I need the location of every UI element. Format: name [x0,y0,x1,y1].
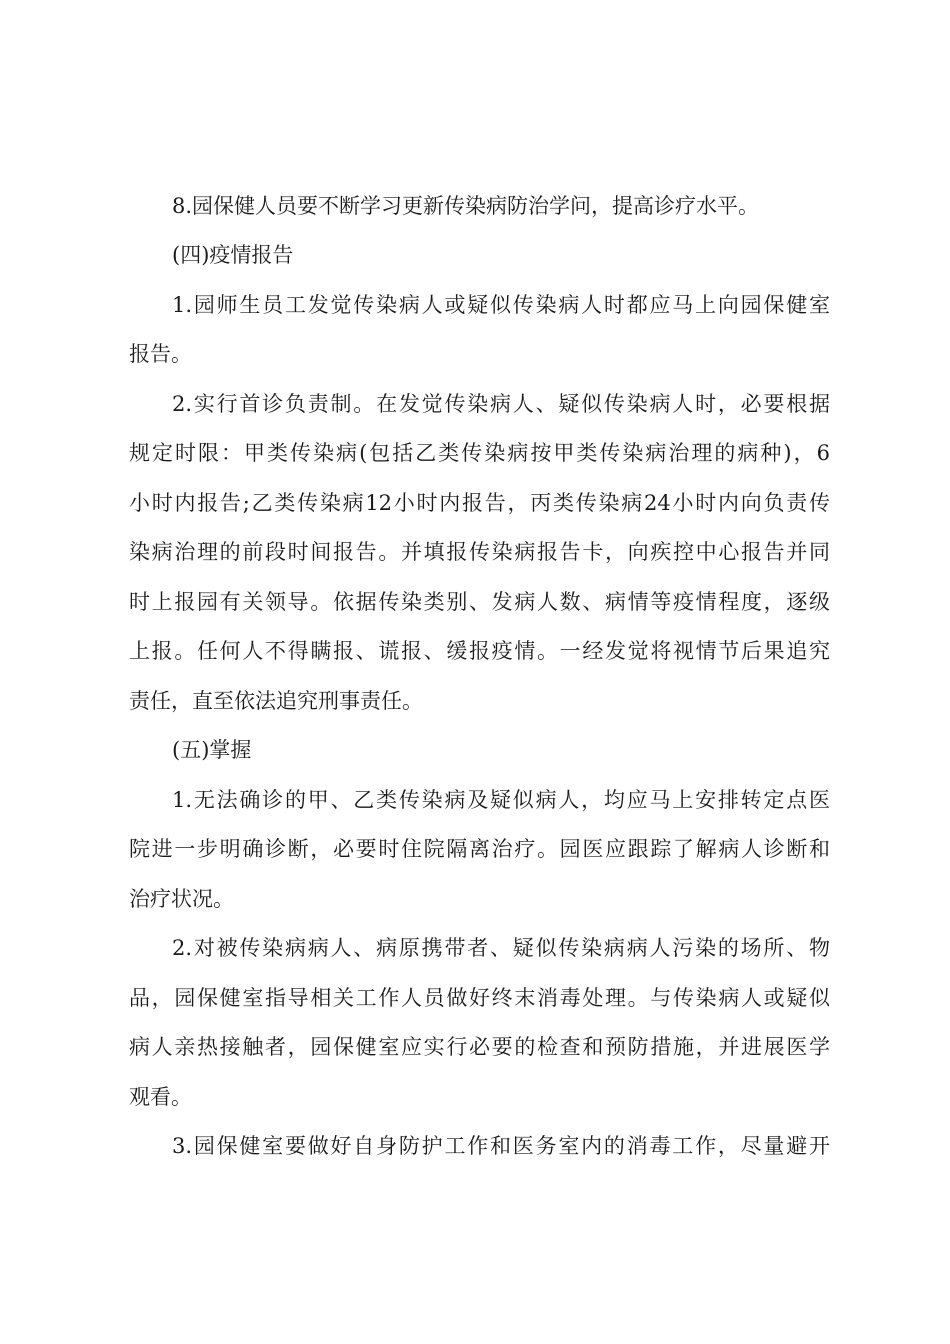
text-line: 上报。任何人不得瞒报、谎报、缓报疫情。一经发觉将视情节后果追究 [129,639,830,663]
text-line: 责任，直至依法追究刑事责任。 [129,689,423,713]
text-line: 治疗状况。 [129,887,234,911]
paragraph-item-8 [0,186,950,226]
text-line: 小时内报告;乙类传染病12小时内报告，丙类传染病24小时内向负责传 [129,491,830,515]
paragraph-control-2-line1 [0,928,950,968]
paragraph-report-2-line1 [0,384,950,424]
section-heading-control [0,730,950,770]
text-line: 3.园保健室要做好自身防护工作和医务室内的消毒工作，尽量避开 [172,1134,830,1158]
paragraph-report-2-line6 [0,631,950,671]
paragraph-control-3-line1 [0,1126,950,1166]
text-line: 8.园保健人员要不断学习更新传染病防治学问，提高诊疗水平。 [172,194,760,218]
section-heading: (四)疫情报告 [172,243,294,267]
text-line: 品，园保健室指导相关工作人员做好终末消毒处理。与传染病人或疑似 [129,986,830,1010]
text-line: 1.园师生员工发觉传染病人或疑似传染病人时都应马上向园保健室 [172,293,830,317]
paragraph-report-1-line2 [0,334,950,374]
text-line: 报告。 [129,342,192,366]
text-line: 院进一步明确诊断，必要时住院隔离治疗。园医应跟踪了解病人诊断和 [129,837,830,861]
paragraph-control-2-line4 [0,1077,950,1117]
text-line: 时上报园有关领导。依据传染类别、发病人数、病情等疫情程度，逐级 [129,590,830,614]
text-line: 1.无法确诊的甲、乙类传染病及疑似病人，均应马上安排转定点医 [172,788,830,812]
paragraph-control-1-line3 [0,879,950,919]
section-heading: (五)掌握 [172,738,252,762]
text-line: 观看。 [129,1085,192,1109]
paragraph-report-2-line2 [0,433,950,473]
paragraph-control-2-line2 [0,978,950,1018]
paragraph-report-2-line5 [0,582,950,622]
text-line: 2.实行首诊负责制。在发觉传染病人、疑似传染病人时，必要根据 [172,392,830,416]
paragraph-control-1-line2 [0,829,950,869]
paragraph-control-1-line1 [0,780,950,820]
text-line: 2.对被传染病病人、病原携带者、疑似传染病病人污染的场所、物 [172,936,830,960]
text-line: 规定时限：甲类传染病(包括乙类传染病按甲类传染病治理的病种)，6 [129,441,830,465]
paragraph-control-2-line3 [0,1027,950,1067]
section-heading-epidemic-report [0,235,950,275]
paragraph-report-2-line4 [0,532,950,572]
paragraph-report-1-line1 [0,285,950,325]
text-line: 病人亲热接触者，园保健室应实行必要的检查和预防措施，并进展医学 [129,1035,830,1059]
paragraph-report-2-line7 [0,681,950,721]
paragraph-report-2-line3 [0,483,950,523]
text-line: 染病治理的前段时间报告。并填报传染病报告卡，向疾控中心报告并同 [129,540,830,564]
